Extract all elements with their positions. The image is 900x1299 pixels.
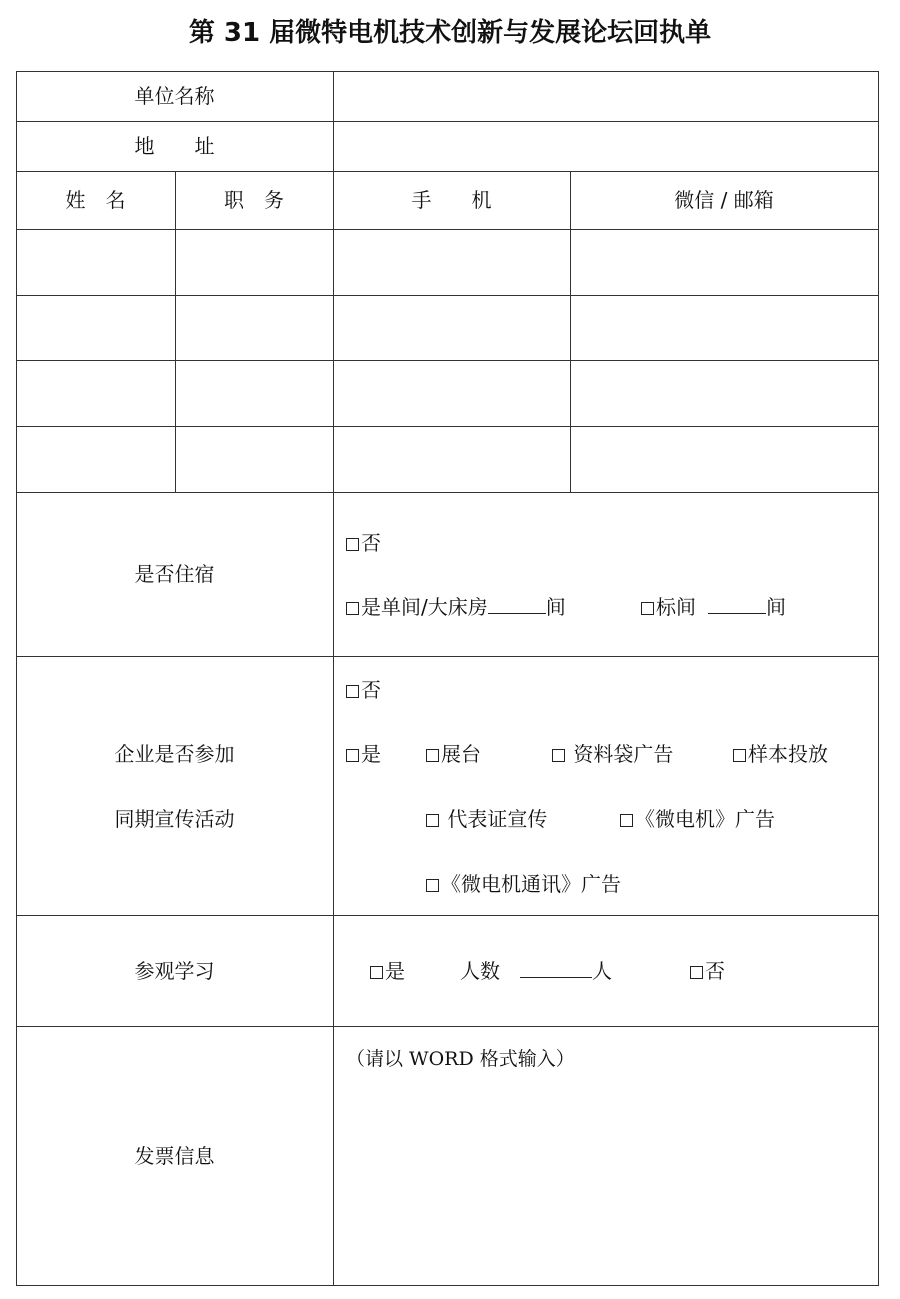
address-label: 地 址 xyxy=(134,134,215,158)
invoice-hint: （请以 WORD 格式输入） xyxy=(346,1048,575,1070)
checkbox[interactable] xyxy=(620,814,633,827)
company-name-field[interactable] xyxy=(335,73,877,120)
promotion-option-booth[interactable]: 展台 xyxy=(426,744,481,764)
promotion-option-no[interactable]: 否 xyxy=(346,680,381,700)
invoice-label: 发票信息 xyxy=(134,1144,215,1168)
checkbox[interactable] xyxy=(346,538,359,551)
lodging-option-single[interactable]: 是单间/大床房 间 xyxy=(346,597,566,617)
checkbox[interactable] xyxy=(346,685,359,698)
checkbox[interactable] xyxy=(690,966,703,979)
visit-option-yes[interactable]: 是 xyxy=(370,961,405,981)
promotion-option-bag-ad[interactable]: 资料袋广告 xyxy=(552,744,673,764)
checkbox[interactable] xyxy=(426,814,439,827)
checkbox[interactable] xyxy=(641,602,654,615)
standard-room-count-blank[interactable] xyxy=(708,613,766,614)
promotion-label-line1: 企业是否参加 xyxy=(114,742,235,766)
checkbox[interactable] xyxy=(733,749,746,762)
promotion-option-newsletter-ad[interactable]: 《微电机通讯》广告 xyxy=(426,874,621,894)
checkbox[interactable] xyxy=(346,602,359,615)
visit-option-no[interactable]: 否 xyxy=(690,961,725,981)
promotion-option-sample[interactable]: 样本投放 xyxy=(733,744,828,764)
lodging-option-standard[interactable]: 标间 间 xyxy=(641,597,786,617)
table-border-top xyxy=(16,71,879,72)
row-divider xyxy=(16,656,879,657)
checkbox[interactable] xyxy=(426,879,439,892)
address-field[interactable] xyxy=(335,123,877,170)
company-name-label: 单位名称 xyxy=(134,84,215,108)
checkbox[interactable] xyxy=(426,749,439,762)
row-divider xyxy=(16,492,879,493)
checkbox[interactable] xyxy=(552,749,565,762)
column-header-position: 职 务 xyxy=(224,188,284,212)
attendee-rows[interactable] xyxy=(18,231,877,491)
row-divider xyxy=(16,915,879,916)
table-border-bottom xyxy=(16,1285,879,1286)
lodging-label: 是否住宿 xyxy=(134,562,215,586)
row-divider xyxy=(16,121,879,122)
column-header-phone: 手 机 xyxy=(411,188,492,212)
table-border-right xyxy=(878,71,879,1285)
table-border-left xyxy=(16,71,17,1285)
form-title: 第 31 届微特电机技术创新与发展论坛回执单 xyxy=(188,18,712,48)
visit-count: 人数 人 xyxy=(460,959,612,983)
visit-count-blank[interactable] xyxy=(520,977,592,978)
lodging-option-no[interactable]: 否 xyxy=(346,533,381,553)
promotion-option-magazine-ad[interactable]: 《微电机》广告 xyxy=(620,809,775,829)
row-divider xyxy=(16,229,879,230)
row-divider xyxy=(16,1026,879,1027)
visit-label: 参观学习 xyxy=(134,959,215,983)
row-divider xyxy=(16,171,879,172)
checkbox[interactable] xyxy=(370,966,383,979)
promotion-option-yes[interactable]: 是 xyxy=(346,744,381,764)
single-room-count-blank[interactable] xyxy=(488,613,546,614)
promotion-label-line2: 同期宣传活动 xyxy=(114,807,235,831)
checkbox[interactable] xyxy=(346,749,359,762)
promotion-option-badge[interactable]: 代表证宣传 xyxy=(426,809,547,829)
column-header-wechat-email: 微信 / 邮箱 xyxy=(674,188,774,212)
column-header-name: 姓 名 xyxy=(65,188,126,212)
